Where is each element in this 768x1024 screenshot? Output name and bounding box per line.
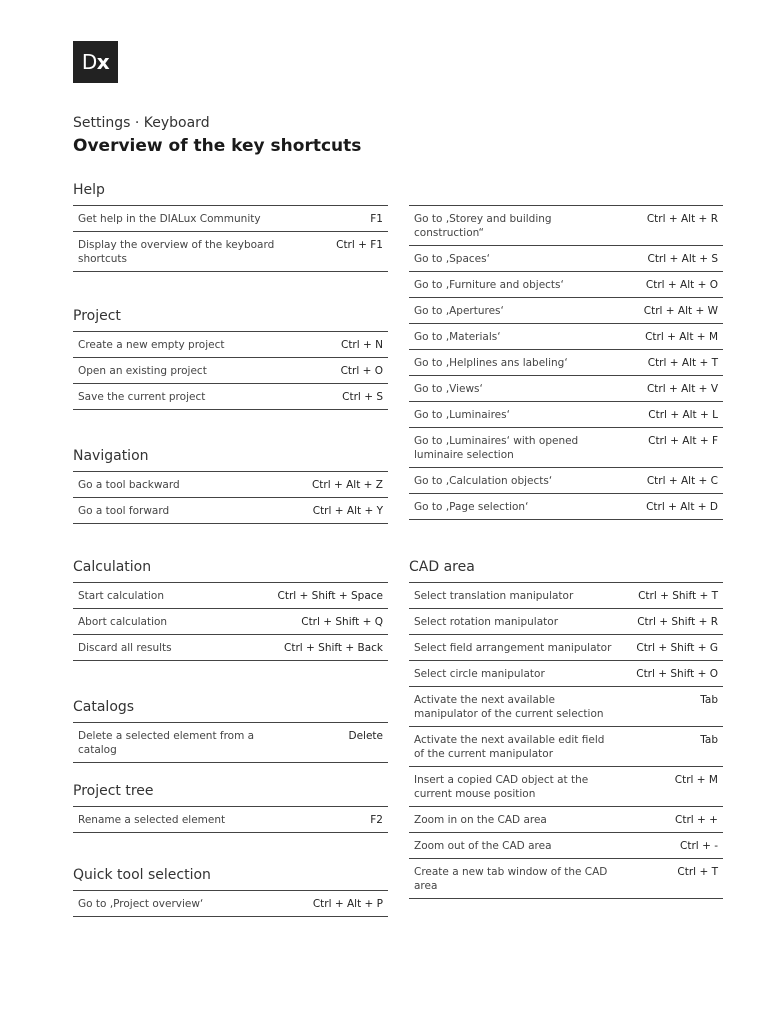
shortcut-row [73, 807, 388, 833]
shortcut-list [73, 806, 388, 833]
shortcut-key: F2 [370, 814, 383, 826]
shortcut-key: Tab [700, 694, 718, 706]
section-project-tree [73, 781, 388, 833]
section-title: Help [73, 182, 105, 198]
shortcut-key: Ctrl + - [680, 840, 718, 852]
shortcut-key: Ctrl + Alt + R [646, 213, 718, 225]
shortcut-description: Rename a selected element [78, 814, 226, 826]
shortcut-description: Start calculation [78, 590, 165, 602]
shortcut-key: Tab [700, 734, 718, 746]
shortcut-key: Ctrl + Alt + F [648, 435, 718, 447]
shortcut-key: Ctrl + M [674, 774, 718, 786]
shortcut-key: Ctrl + Alt + P [312, 898, 383, 910]
shortcut-row [409, 376, 723, 402]
section-title: Quick tool selection [73, 867, 211, 883]
shortcut-row [409, 298, 723, 324]
shortcut-description: Open an existing project [78, 365, 207, 377]
shortcut-description: Select rotation manipulator [414, 616, 559, 628]
shortcut-description: Go to ‚Luminaires‘ with opened luminaire selection [414, 435, 579, 461]
logo-letter-x: x [96, 50, 110, 74]
shortcut-list [73, 205, 388, 272]
shortcut-description: Go to ‚Page selection‘ [414, 501, 529, 513]
shortcut-description: Go to ‚Project overview‘ [78, 898, 204, 910]
shortcut-key: Ctrl + Alt + S [647, 253, 718, 265]
shortcut-description: Activate the next available edit field of the current manipulator [414, 734, 605, 760]
shortcut-row [73, 332, 388, 358]
section-title: Catalogs [73, 699, 135, 715]
shortcut-key: Ctrl + Alt + O [645, 279, 718, 291]
shortcut-description: Discard all results [78, 642, 172, 654]
shortcut-description: Select translation manipulator [414, 590, 574, 602]
shortcut-description: Create a new tab window of the CAD area [414, 866, 608, 892]
section-title: Project [73, 308, 121, 324]
shortcut-row [409, 206, 723, 246]
shortcut-row [409, 661, 723, 687]
shortcut-key: Ctrl + T [677, 866, 718, 878]
breadcrumb: Settings · Keyboard [73, 115, 210, 131]
shortcut-description: Delete a selected element from a catalog [78, 730, 255, 756]
shortcut-list [409, 582, 723, 899]
shortcut-description: Go to ‚Calculation objects‘ [414, 475, 553, 487]
shortcut-row [409, 468, 723, 494]
shortcut-description: Display the overview of the keyboard shortcuts [78, 239, 275, 265]
shortcut-key: Ctrl + Alt + D [646, 501, 718, 513]
shortcut-key: Ctrl + Shift + Q [301, 616, 383, 628]
shortcut-description: Insert a copied CAD object at the current mouse position [414, 774, 589, 800]
shortcut-row [409, 807, 723, 833]
shortcut-row [73, 723, 388, 763]
shortcut-description: Go to ‚Apertures‘ [414, 305, 504, 317]
shortcut-key: Ctrl + F1 [336, 239, 383, 251]
shortcut-description: Save the current project [78, 391, 206, 403]
shortcut-row [409, 350, 723, 376]
section-title-spacer [409, 180, 723, 200]
shortcut-row [409, 494, 723, 520]
shortcut-row [73, 609, 388, 635]
section-calculation [73, 557, 388, 661]
shortcut-row [73, 232, 388, 272]
shortcut-key: Ctrl + Alt + Y [312, 505, 383, 517]
logo-letter-d: D [81, 50, 97, 74]
shortcut-row [409, 428, 723, 468]
shortcut-key: Ctrl + Alt + Z [311, 479, 383, 491]
shortcut-row [73, 635, 388, 661]
section-quick-tool-selection [73, 865, 388, 917]
section-title: Navigation [73, 448, 149, 464]
shortcut-row [73, 498, 388, 524]
dialux-logo [73, 41, 118, 83]
shortcut-description: Go to ‚Materials‘ [414, 331, 501, 343]
shortcut-row [409, 272, 723, 298]
section-project [73, 306, 388, 410]
section-catalogs [73, 697, 388, 763]
shortcut-row [73, 206, 388, 232]
shortcut-key: Ctrl + Shift + Back [284, 642, 383, 654]
shortcut-list [73, 582, 388, 661]
section-cad-area [409, 557, 723, 899]
shortcut-list [73, 722, 388, 763]
shortcut-key: Ctrl + Alt + T [647, 357, 718, 369]
shortcut-key: Ctrl + Shift + T [638, 590, 718, 602]
shortcut-description: Select field arrangement manipulator [414, 642, 612, 654]
shortcut-description: Go to ‚Luminaires‘ [414, 409, 510, 421]
shortcut-description: Select circle manipulator [414, 668, 545, 680]
shortcut-row [73, 583, 388, 609]
shortcut-row [409, 635, 723, 661]
shortcut-description: Abort calculation [78, 616, 168, 628]
shortcut-key: Ctrl + N [340, 339, 383, 351]
shortcut-row [73, 384, 388, 410]
shortcut-key: Ctrl + Alt + W [643, 305, 718, 317]
shortcut-row [73, 472, 388, 498]
page-title: Overview of the key shortcuts [73, 136, 362, 156]
shortcut-key: Delete [348, 730, 383, 742]
shortcut-list [409, 205, 723, 520]
shortcut-row [409, 324, 723, 350]
shortcut-key: F1 [370, 213, 383, 225]
shortcut-key: Ctrl + O [340, 365, 383, 377]
shortcut-list [73, 471, 388, 524]
shortcut-description: Activate the next available manipulator of the current selection [414, 694, 604, 720]
shortcut-description: Zoom out of the CAD area [414, 840, 552, 852]
shortcut-key: Ctrl + Shift + G [636, 642, 718, 654]
shortcut-key: Ctrl + Alt + M [645, 331, 718, 343]
shortcut-row [73, 891, 388, 917]
shortcut-description: Go to ‚Furniture and objects‘ [414, 279, 564, 291]
shortcut-row [409, 859, 723, 899]
shortcut-description: Zoom in on the CAD area [414, 814, 547, 826]
shortcut-row [409, 687, 723, 727]
shortcut-key: Ctrl + Alt + C [646, 475, 718, 487]
shortcut-description: Go to ‚Spaces‘ [414, 253, 490, 265]
shortcut-key: Ctrl + Alt + L [648, 409, 718, 421]
shortcut-list [73, 890, 388, 917]
shortcut-row [409, 583, 723, 609]
shortcut-description: Go to ‚Storey and building construction“ [414, 213, 552, 239]
shortcut-description: Go to ‚Helplines ans labeling‘ [414, 357, 568, 369]
shortcut-list [73, 331, 388, 410]
shortcut-description: Get help in the DIALux Community [78, 213, 261, 225]
shortcut-description: Create a new empty project [78, 339, 225, 351]
shortcut-row [73, 358, 388, 384]
shortcut-row [409, 767, 723, 807]
shortcut-row [409, 727, 723, 767]
section-title: Project tree [73, 783, 154, 799]
section-title: CAD area [409, 559, 475, 575]
shortcut-row [409, 609, 723, 635]
section-quick-tool-selection-continued [409, 180, 723, 520]
shortcut-description: Go a tool backward [78, 479, 180, 491]
shortcut-row [409, 833, 723, 859]
shortcut-key: Ctrl + Shift + R [637, 616, 718, 628]
shortcut-row [409, 402, 723, 428]
shortcut-row [409, 246, 723, 272]
shortcut-key: Ctrl + Alt + V [646, 383, 718, 395]
shortcut-key: Ctrl + Shift + Space [277, 590, 383, 602]
shortcut-key: Ctrl + S [342, 391, 383, 403]
shortcut-description: Go to ‚Views‘ [414, 383, 483, 395]
shortcut-description: Go a tool forward [78, 505, 170, 517]
shortcut-key: Ctrl + Shift + O [636, 668, 718, 680]
shortcut-key: Ctrl + + [675, 814, 718, 826]
section-navigation [73, 446, 388, 524]
section-title: Calculation [73, 559, 152, 575]
section-help [73, 180, 388, 272]
